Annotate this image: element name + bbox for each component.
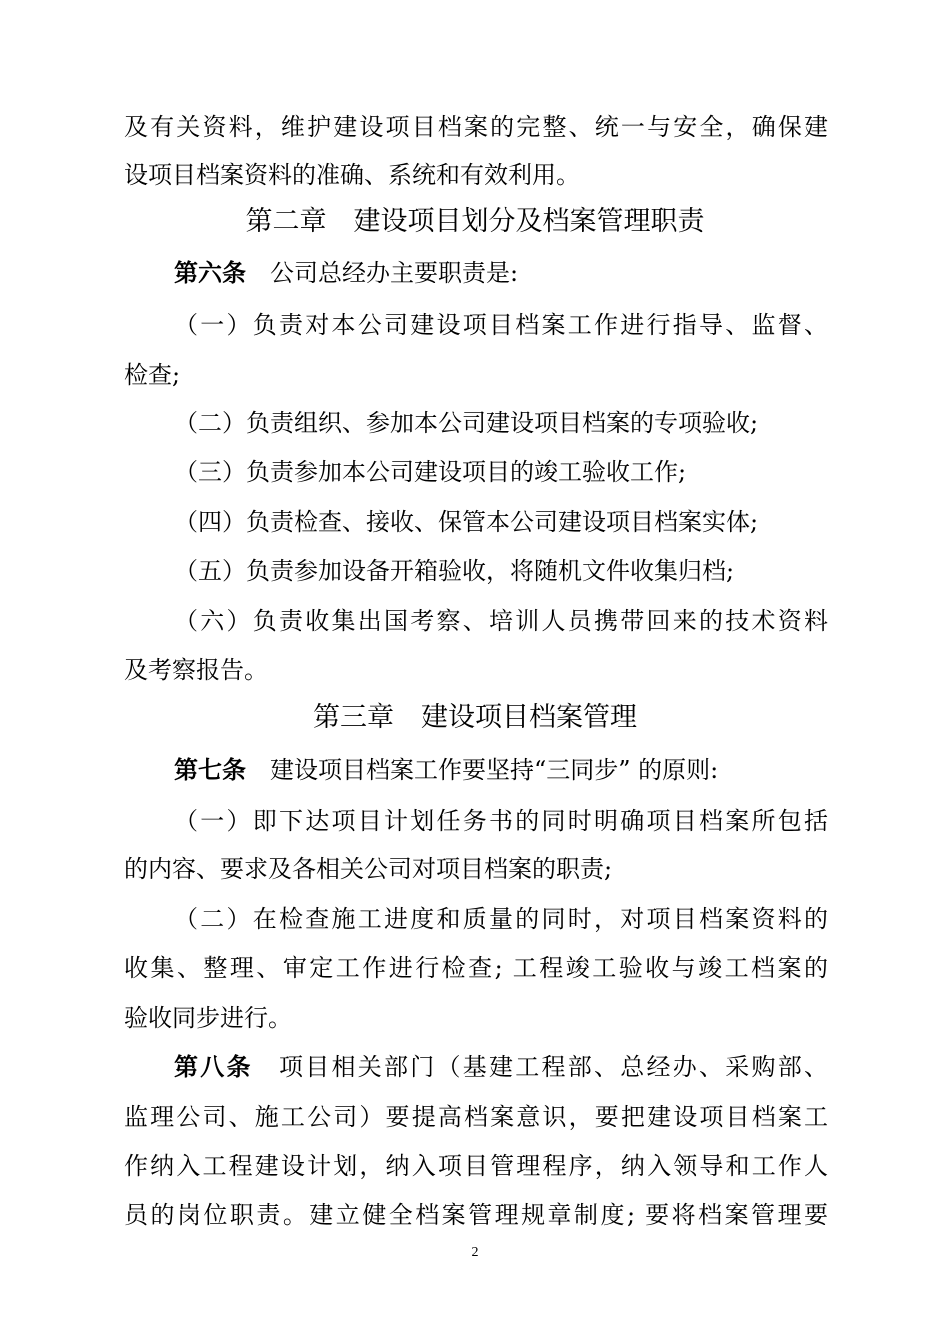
chapter-3-title: 第三章 建设项目档案管理 xyxy=(313,702,637,733)
article-6-item-6-line-2: 及考察报告。 xyxy=(124,656,268,684)
article-7-text: 建设项目档案工作要坚持“三同步” 的原则: xyxy=(270,756,719,784)
article-6-label: 第六条 xyxy=(174,258,246,287)
chapter-2-title: 第二章 建设项目划分及档案管理职责 xyxy=(245,206,705,237)
article-8-line-4: 员的岗位职责。建立健全档案管理规章制度; 要将档案管理要 xyxy=(124,1201,828,1229)
article-8-text-line-1: 项目相关部门（基建工程部、总经办、采购部、 xyxy=(276,1053,828,1081)
page-number: 2 xyxy=(471,1245,479,1260)
article-6-text: 公司总经办主要职责是: xyxy=(270,259,519,287)
article-7-heading xyxy=(174,755,828,785)
article-6-item-1-line-1: （一）负责对本公司建设项目档案工作进行指导、监督、 xyxy=(174,311,828,339)
article-6-item-5: （五）负责参加设备开箱验收，将随机文件收集归档; xyxy=(174,557,735,585)
article-8-line-1 xyxy=(174,1052,828,1082)
article-6-item-1-line-2: 检查; xyxy=(124,361,181,389)
article-8-label: 第八条 xyxy=(174,1052,253,1081)
article-7-label: 第七条 xyxy=(174,755,246,784)
article-7-item-1-line-2: 的内容、要求及各相关公司对项目档案的职责; xyxy=(124,855,613,883)
article-7-item-1-line-1: （一）即下达项目计划任务书的同时明确项目档案所包括 xyxy=(174,807,828,835)
article-6-item-3: （三）负责参加本公司建设项目的竣工验收工作; xyxy=(174,458,687,486)
article-6-item-2: （二）负责组织、参加本公司建设项目档案的专项验收; xyxy=(174,409,759,437)
article-6-heading xyxy=(174,258,828,288)
article-6-item-4: （四）负责检查、接收、保管本公司建设项目档案实体; xyxy=(174,508,759,536)
article-7-item-2-line-3: 验收同步进行。 xyxy=(124,1004,292,1032)
article-8-line-3: 作纳入工程建设计划，纳入项目管理程序，纳入领导和工作人 xyxy=(124,1152,828,1180)
intro-line-1: 及有关资料，维护建设项目档案的完整、统一与安全，确保建 xyxy=(124,113,828,141)
article-8-line-2: 监理公司、施工公司）要提高档案意识，要把建设项目档案工 xyxy=(124,1103,828,1131)
article-7-item-2-line-2: 收集、整理、审定工作进行检查; 工程竣工验收与竣工档案的 xyxy=(124,954,828,982)
article-6-item-6-line-1: （六）负责收集出国考察、培训人员携带回来的技术资料 xyxy=(174,607,828,635)
intro-line-2: 设项目档案资料的准确、系统和有效利用。 xyxy=(124,161,580,189)
article-7-item-2-line-1: （二）在检查施工进度和质量的同时，对项目档案资料的 xyxy=(174,905,828,933)
